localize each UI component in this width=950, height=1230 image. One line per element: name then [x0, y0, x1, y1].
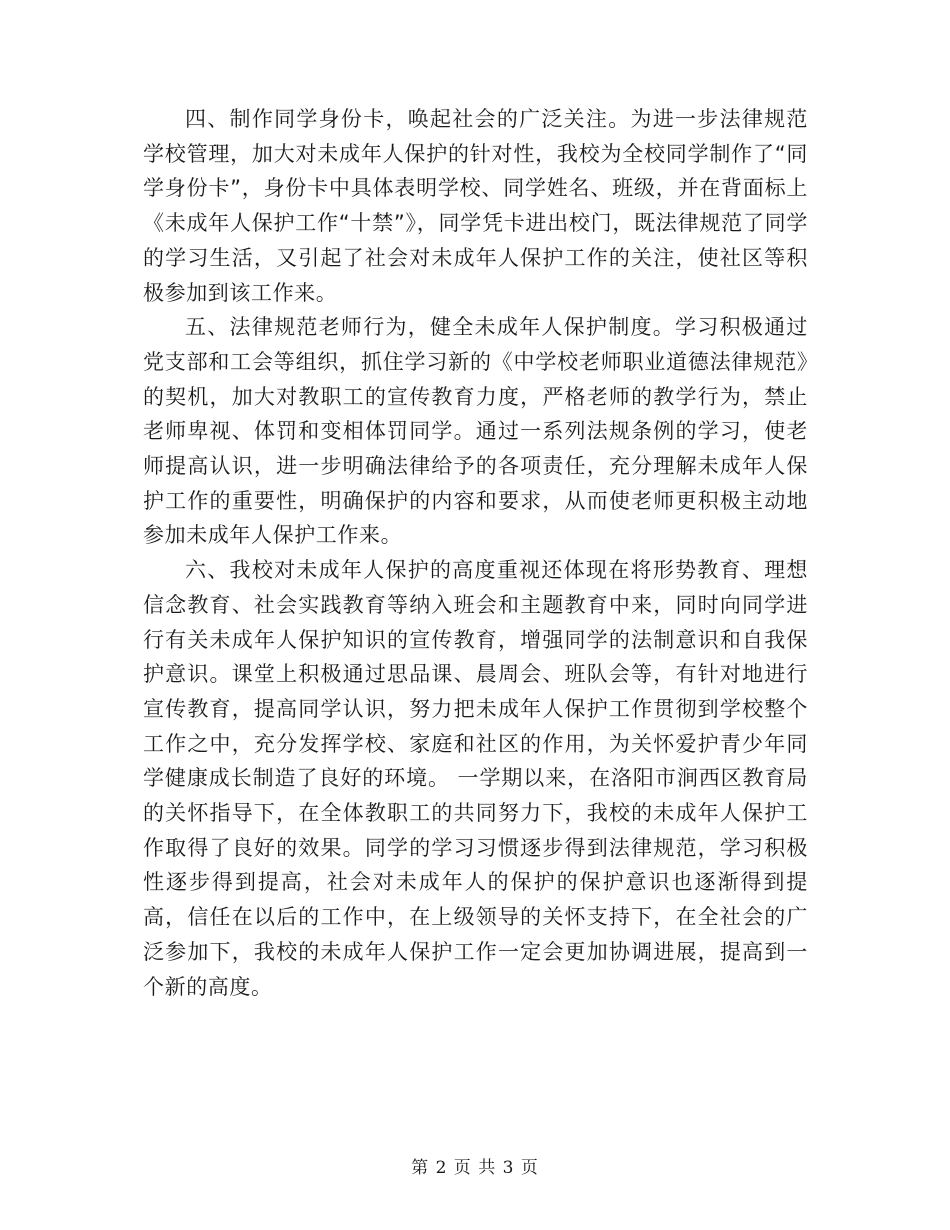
page-footer: 第 2 页 共 3 页 [411, 1158, 539, 1178]
document-body [143, 102, 808, 1004]
paragraph-4: 四、制作同学身份卡，唤起社会的广泛关注。为进一步法律规范学校管理，加大对未成年人保护的针对性，我校为全校同学制作了“同学身份卡”，身份卡中具体表明学校、同学姓名、班级，并在背面标上《未成年人保护工作“十禁”》，同学凭卡进出校门，既法律规范了同学的学习生活，又引起了社会对未成年人保护工作的关注，使社区等积极参加到该工作来。 [143, 107, 808, 305]
paragraph-6: 六、我校对未成年人保护的高度重视还体现在将形势教育、理想信念教育、社会实践教育等纳入班会和主题教育中来，同时向同学进行有关未成年人保护知识的宣传教育，增强同学的法制意识和自我保护意识。课堂上积极通过思品课、晨周会、班队会等，有针对地进行宣传教育，提高同学认识，努力把未成年人保护工作贯彻到学校整个工作之中，充分发挥学校、家庭和社区的作用，为关怀爱护青少年同学健康成长制造了良好的环境。 一学期以来，在洛阳市涧西区教育局的关怀指导下，在全体教职工的共同努力下，我校的未成年人保护工作取得了良好的效果。同学的学习习惯逐步得到法律规范，学习积极性逐步得到提高，社会对未成年人的保护的保护意识也逐渐得到提高，信任在以后的工作中，在上级领导的关怀支持下，在全社会的广泛参加下，我校的未成年人保护工作一定会更加协调进展，提高到一个新的高度。 [143, 558, 808, 999]
paragraph-5: 五、法律规范老师行为，健全未成年人保护制度。学习积极通过党支部和工会等组织，抓住学习新的《中学校老师职业道德法律规范》的契机，加大对教职工的宣传教育力度，严格老师的教学行为，禁止老师卑视、体罚和变相体罚同学。通过一系列法规条例的学习，使老师提高认识，进一步明确法律给予的各项责任，充分理解未成年人保护工作的重要性，明确保护的内容和要求，从而使老师更积极主动地参加未成年人保护工作来。 [143, 315, 808, 548]
